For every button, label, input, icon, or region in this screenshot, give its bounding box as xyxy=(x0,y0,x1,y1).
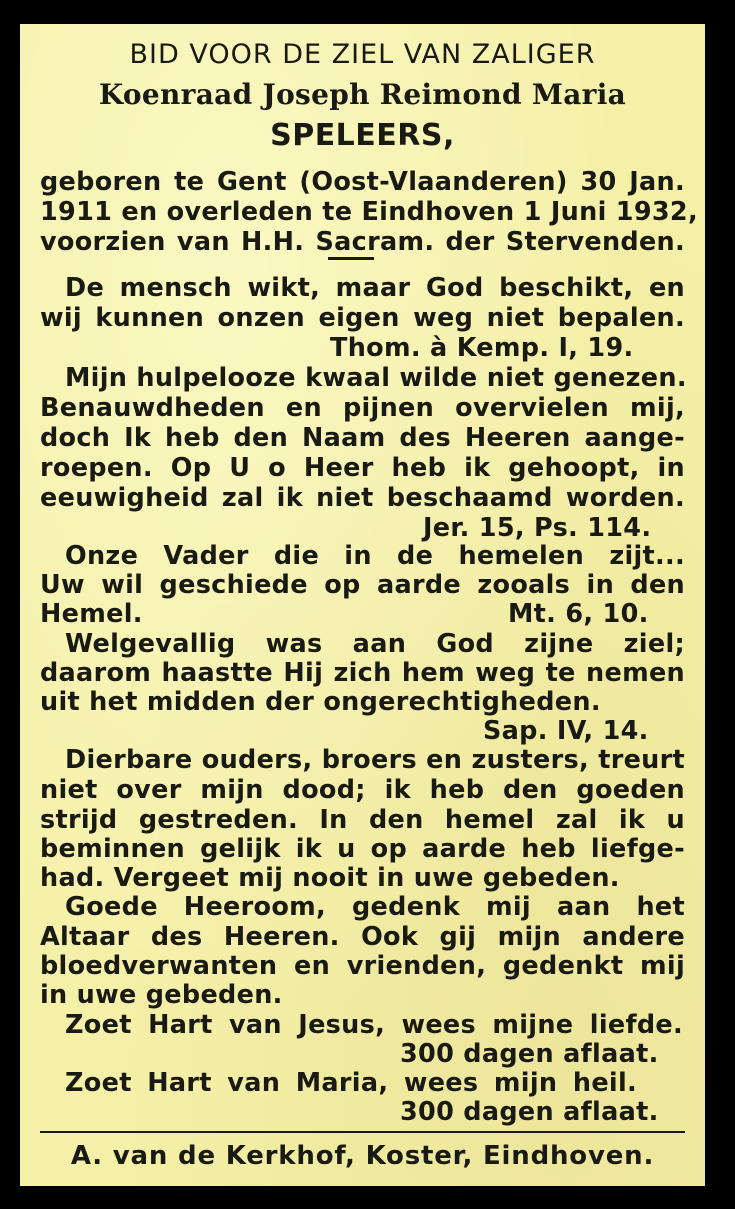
reference: Mt. 6, 10. xyxy=(508,599,649,629)
text-line: Uw wil geschiede op aarde zooals in den xyxy=(40,570,685,600)
text-line: Hemel. xyxy=(40,599,143,629)
bio-line: geboren te Gent (Oost-Vlaanderen) 30 Jan. xyxy=(40,167,685,197)
text-line: Benauwdheden en pijnen overvielen mij, xyxy=(40,393,685,423)
text-line: roepen. Op U o Heer heb ik gehoopt, in xyxy=(40,453,685,483)
text-line: uit het midden der ongerechtigheden. xyxy=(40,687,601,717)
text-line: Welgevallig was aan God zijne ziel; xyxy=(65,629,685,659)
ejaculatory-prayer: Zoet Hart van Jesus, wees mijne liefde. xyxy=(65,1010,683,1040)
text-line: strijd gestreden. In den hemel zal ik u xyxy=(40,805,685,835)
memorial-card xyxy=(20,24,705,1186)
text-line: Goede Heeroom, gedenk mij aan het xyxy=(65,892,685,922)
text-line: had. Vergeet mij nooit in uwe gebeden. xyxy=(40,863,620,893)
text-line: Altaar des Heeren. Ook gij mijn andere xyxy=(40,922,685,952)
text-line: in uwe gebeden. xyxy=(40,980,283,1010)
bio-line: voorzien van H.H. Sacram. der Stervenden. xyxy=(40,227,685,257)
text-line: niet over mijn dood; ik heb den goeden xyxy=(40,775,685,805)
reference: Jer. 15, Ps. 114. xyxy=(423,513,652,543)
indulgence: 300 dagen aflaat. xyxy=(400,1039,659,1069)
text-line: beminnen gelijk ik u op aarde heb liefge- xyxy=(40,834,685,864)
text-line: doch Ik heb den Naam des Heeren aange- xyxy=(40,423,685,453)
deceased-surname: SPELEERS, xyxy=(270,118,455,153)
text-line: Onze Vader die in de hemelen zijt... xyxy=(65,541,685,571)
text-line: Dierbare ouders, broers en zusters, treurt xyxy=(65,745,685,775)
header-prayer-line: BID VOOR DE ZIEL VAN ZALIGER xyxy=(129,39,596,70)
text-line: Mijn hulpelooze kwaal wilde niet genezen. xyxy=(65,363,687,393)
text-line: wij kunnen onzen eigen weg niet bepalen. xyxy=(40,303,685,333)
text-line: eeuwigheid zal ik niet beschaamd worden. xyxy=(40,483,685,513)
text-line: daarom haastte Hij zich hem weg te nemen xyxy=(40,658,685,688)
reference: Sap. IV, 14. xyxy=(483,716,649,746)
ejaculatory-prayer: Zoet Hart van Maria, wees mijn heil. xyxy=(65,1068,637,1098)
printer-credit: A. van de Kerkhof, Koster, Eindhoven. xyxy=(70,1141,655,1171)
indulgence: 300 dagen aflaat. xyxy=(400,1097,659,1127)
reference: Thom. à Kemp. I, 19. xyxy=(330,333,634,363)
text-line: bloedverwanten en vrienden, gedenkt mij xyxy=(40,951,685,981)
separator xyxy=(328,257,374,260)
text-line: De mensch wikt, maar God beschikt, en xyxy=(65,273,685,303)
bio-line: 1911 en overleden te Eindhoven 1 Juni 1932, xyxy=(40,197,698,227)
footer-rule xyxy=(40,1131,685,1133)
deceased-name: Koenraad Joseph Reimond Maria xyxy=(98,78,627,111)
